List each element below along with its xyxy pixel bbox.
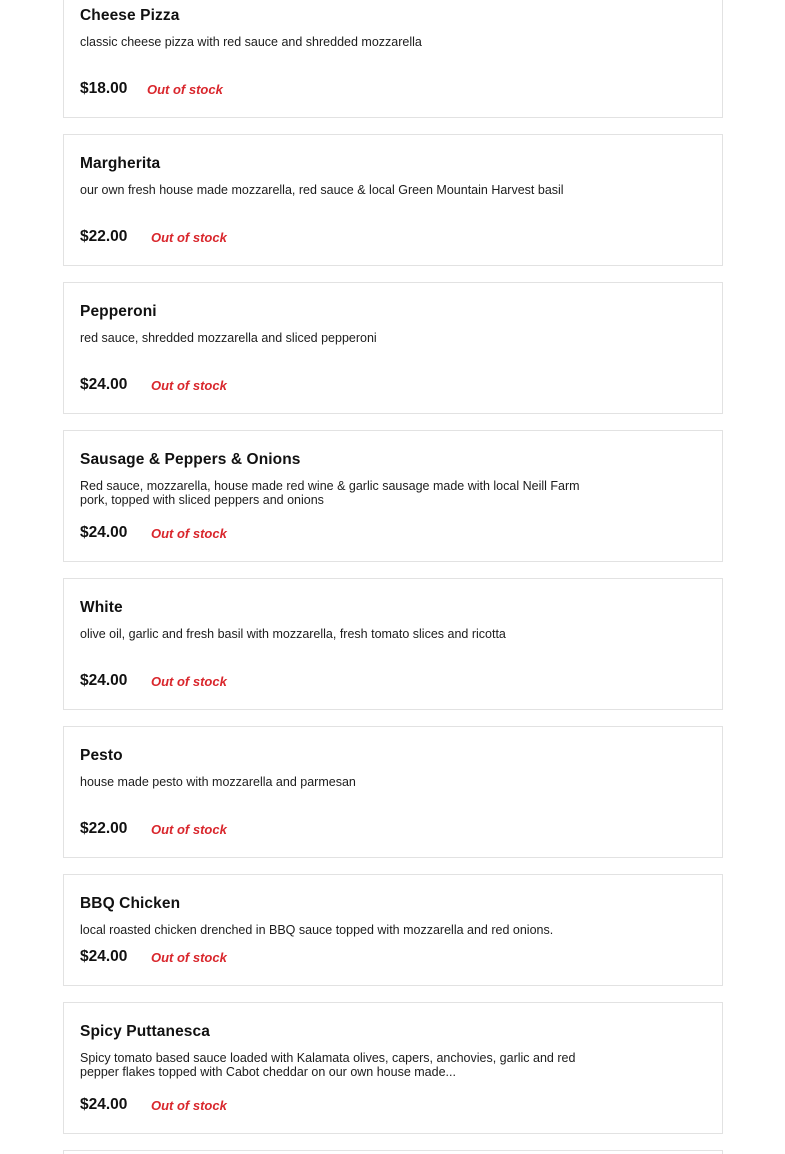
item-description: house made pesto with mozzarella and parmesan [80, 775, 356, 789]
item-description: olive oil, garlic and fresh basil with mozzarella, fresh tomato slices and ricotta [80, 627, 506, 641]
out-of-stock-label: Out of stock [151, 378, 227, 393]
item-price: $24.00 [80, 376, 128, 393]
menu-item-card[interactable] [63, 430, 723, 562]
item-price: $24.00 [80, 948, 128, 965]
menu-item-card[interactable] [63, 1002, 723, 1134]
item-name: BBQ Chicken [80, 895, 181, 912]
item-name: Pesto [80, 747, 123, 764]
item-price: $24.00 [80, 1096, 128, 1113]
menu-item-card[interactable] [63, 134, 723, 266]
item-price: $22.00 [80, 228, 128, 245]
item-description: classic cheese pizza with red sauce and shredded mozzarella [80, 35, 422, 49]
out-of-stock-label: Out of stock [151, 674, 227, 689]
item-description: Red sauce, mozzarella, house made red wine & garlic sausage made with local Neill Farm pork, topped with sliced peppers and onions [80, 479, 580, 507]
out-of-stock-label: Out of stock [151, 950, 227, 965]
menu-item-card[interactable] [63, 0, 723, 118]
out-of-stock-label: Out of stock [151, 230, 227, 245]
item-price: $24.00 [80, 672, 128, 689]
item-name: Sausage & Peppers & Onions [80, 451, 301, 468]
item-description: local roasted chicken drenched in BBQ sauce topped with mozzarella and red onions. [80, 923, 554, 937]
item-price: $24.00 [80, 524, 128, 541]
item-name: Pepperoni [80, 303, 157, 320]
menu-item-card[interactable] [63, 726, 723, 858]
menu-item-card[interactable] [63, 282, 723, 414]
item-name: Spicy Puttanesca [80, 1023, 210, 1040]
item-price: $22.00 [80, 820, 128, 837]
item-description: our own fresh house made mozzarella, red sauce & local Green Mountain Harvest basil [80, 183, 564, 197]
item-description: red sauce, shredded mozzarella and sliced pepperoni [80, 331, 377, 345]
menu-item-card-partial[interactable] [63, 1150, 723, 1154]
item-name: Cheese Pizza [80, 7, 180, 24]
menu-item-list [63, 0, 723, 1154]
menu-item-card[interactable] [63, 578, 723, 710]
item-name: Margherita [80, 155, 161, 172]
menu-item-card[interactable] [63, 874, 723, 986]
item-name: White [80, 599, 123, 616]
out-of-stock-label: Out of stock [151, 526, 227, 541]
out-of-stock-label: Out of stock [151, 822, 227, 837]
item-price: $18.00 [80, 80, 128, 97]
out-of-stock-label: Out of stock [147, 82, 223, 97]
item-description: Spicy tomato based sauce loaded with Kalamata olives, capers, anchovies, garlic and red pepper flakes topped with Cabot cheddar on our own house made... [80, 1051, 576, 1079]
out-of-stock-label: Out of stock [151, 1098, 227, 1113]
